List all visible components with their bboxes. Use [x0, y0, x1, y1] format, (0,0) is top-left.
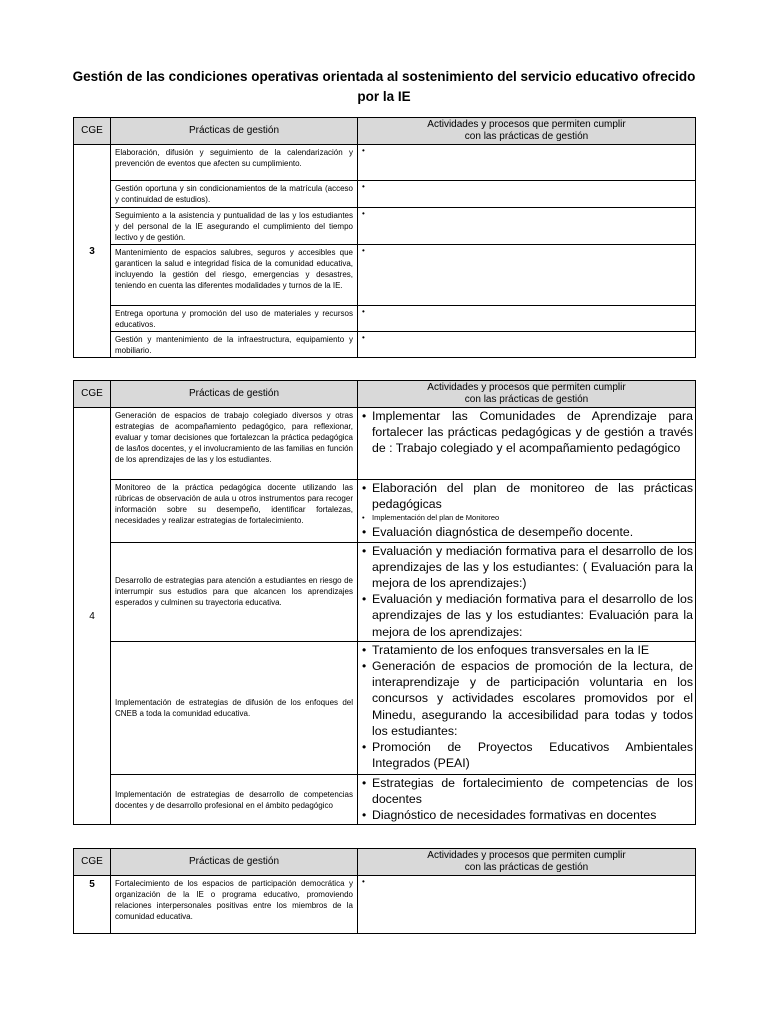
table-row	[74, 245, 696, 306]
practice-text: Gestión oportuna y sin condicionamientos de la matrícula (acceso y continuidad de estudios).	[115, 184, 353, 204]
activity-bullet	[362, 181, 693, 182]
cge4-table	[73, 380, 696, 825]
header-activities-line1: Actividades y procesos que permiten cumplir	[427, 119, 626, 130]
activities-list	[358, 876, 695, 878]
header-activities	[358, 381, 696, 408]
activities-list-small	[358, 513, 695, 524]
activity-bullet: • Evaluación diagnóstica de desempeño docente.	[362, 524, 693, 540]
activities-list	[358, 332, 695, 334]
table-row	[74, 876, 696, 934]
activities-list	[358, 408, 695, 458]
activities-list	[358, 181, 695, 183]
table-row	[74, 480, 696, 543]
table-row	[74, 208, 696, 245]
activity-bullet	[362, 145, 693, 146]
practice-text: Fortalecimiento de los espacios de participación democrática y organización de la IE o programa educativo, promoviendo relaciones interpersonales positivas entre los miembros de la comunidad educativa.	[115, 879, 353, 921]
activities-list	[358, 642, 695, 773]
cge-number: 3	[74, 145, 111, 358]
activities-list	[358, 145, 695, 147]
table-header-row	[74, 849, 696, 876]
table-row	[74, 641, 696, 774]
table-header-row	[74, 381, 696, 408]
activity-bullet	[362, 208, 693, 209]
activities-list	[358, 775, 695, 825]
activities-list	[358, 480, 695, 513]
table-row	[74, 542, 696, 641]
header-cge: CGE	[74, 381, 111, 408]
activity-bullet	[362, 332, 693, 333]
table-row	[74, 145, 696, 181]
activity-bullet: • Tratamiento de los enfoques transversales en la IE	[362, 642, 693, 658]
header-activities	[358, 849, 696, 876]
header-activities-line1: Actividades y procesos que permiten cumplir	[427, 850, 626, 861]
practice-text: Implementación de estrategias de desarrollo de competencias docentes y de desarrollo profesional en el ámbito pedagógico	[115, 790, 353, 811]
cge-number: 4	[74, 408, 111, 825]
activities-list	[358, 245, 695, 247]
activity-bullet	[362, 245, 693, 246]
cge3-table	[73, 117, 696, 358]
activities-list	[358, 543, 695, 641]
header-cge: CGE	[74, 849, 111, 876]
cge5-table	[73, 848, 696, 934]
header-activities-line2: con las prácticas de gestión	[464, 394, 589, 405]
activities-list	[358, 306, 695, 308]
practice-text: Implementación de estrategias de difusión de los enfoques del CNEB a toda la comunidad educativa.	[115, 698, 353, 719]
table-row	[74, 408, 696, 480]
practice-text: Monitoreo de la práctica pedagógica docente utilizando las rúbricas de observación de aula u otros instrumentos para recoger información sobre su desempeño, identificar fortalezas, necesidades y realizar estrategias de fortalecimiento.	[115, 483, 353, 525]
practice-text: Mantenimiento de espacios salubres, seguros y accesibles que garanticen la salud e integridad física de la comunidad educativa, incluyendo la gestión del riesgo, emergencias y desastres, teniendo en cuenta las diferentes modalidades y turnos de la IE.	[115, 248, 353, 290]
table-row	[74, 306, 696, 332]
header-practices: Prácticas de gestión	[111, 849, 358, 876]
table-row	[74, 774, 696, 825]
practice-text: Generación de espacios de trabajo colegiado diversos y otras estrategias de acompañamiento pedagógico, para reflexionar, evaluar y tomar decisiones que fortalezcan la práctica pedagógica de las/los docentes, y el involucramiento de las familias en función de los aprendizajes de las y los estudiantes.	[115, 411, 353, 464]
practice-text: Desarrollo de estrategias para atención a estudiantes en riesgo de interrumpir sus estudios para que alcancen los aprendizajes esperados y culminen su trayectoria educativa.	[115, 575, 353, 607]
practice-text: Gestión y mantenimiento de la infraestructura, equipamiento y mobiliario.	[115, 335, 353, 355]
activity-bullet: • Evaluación y mediación formativa para el desarrollo de los aprendizajes de las y los estudiantes: Evaluación para la mejora de los aprendizajes:	[362, 591, 693, 640]
header-activities	[358, 118, 696, 145]
practice-text: Seguimiento a la asistencia y puntualidad de las y los estudiantes y del personal de la IE asegurando el cumplimiento del tiempo lectivo y de gestión.	[115, 211, 353, 242]
activities-list	[358, 208, 695, 210]
header-practices: Prácticas de gestión	[111, 118, 358, 145]
activity-bullet: • Elaboración del plan de monitoreo de las prácticas pedagógicas	[362, 480, 693, 512]
cge-number: 5	[74, 876, 111, 934]
header-activities-line2: con las prácticas de gestión	[464, 131, 589, 142]
header-cge: CGE	[74, 118, 111, 145]
practice-text: Entrega oportuna y promoción del uso de materiales y recursos educativos.	[115, 309, 353, 329]
page-title: Gestión de las condiciones operativas orientada al sostenimiento del servicio educativo ofrecido por la IE	[72, 69, 696, 104]
header-practices: Prácticas de gestión	[111, 381, 358, 408]
activity-bullet	[362, 876, 693, 877]
activity-bullet: • Evaluación y mediación formativa para el desarrollo de los aprendizajes de las y los estudiantes: ( Evaluación para la mejora de los aprendizajes:)	[362, 543, 693, 592]
table-row	[74, 332, 696, 358]
table-row	[74, 181, 696, 208]
activity-bullet	[362, 306, 693, 307]
activities-list	[358, 524, 695, 541]
activity-bullet-small: • Implementación del plan de Monitoreo	[362, 513, 693, 523]
header-activities-line2: con las prácticas de gestión	[464, 862, 589, 873]
activity-bullet: • Estrategias de fortalecimiento de competencias de los docentes	[362, 775, 693, 807]
practice-text: Elaboración, difusión y seguimiento de la calendarización y prevención de eventos que afecten su cumplimiento.	[115, 148, 353, 168]
activity-bullet: • Implementar las Comunidades de Aprendizaje para fortalecer las prácticas pedagógicas y de gestión a través de : Trabajo colegiado y el acompañamiento pedagógico	[362, 408, 693, 457]
table-header-row	[74, 118, 696, 145]
header-activities-line1: Actividades y procesos que permiten cumplir	[427, 382, 626, 393]
activity-bullet: • Promoción de Proyectos Educativos Ambientales Integrados (PEAI)	[362, 739, 693, 771]
activity-bullet: • Generación de espacios de promoción de la lectura, de interaprendizaje y de participación voluntaria en los concursos y actividades escolares promovidos por el Minedu, asegurando la accesibilidad para todas y todos los estudiantes:	[362, 658, 693, 739]
activity-bullet: • Diagnóstico de necesidades formativas en docentes	[362, 807, 693, 823]
